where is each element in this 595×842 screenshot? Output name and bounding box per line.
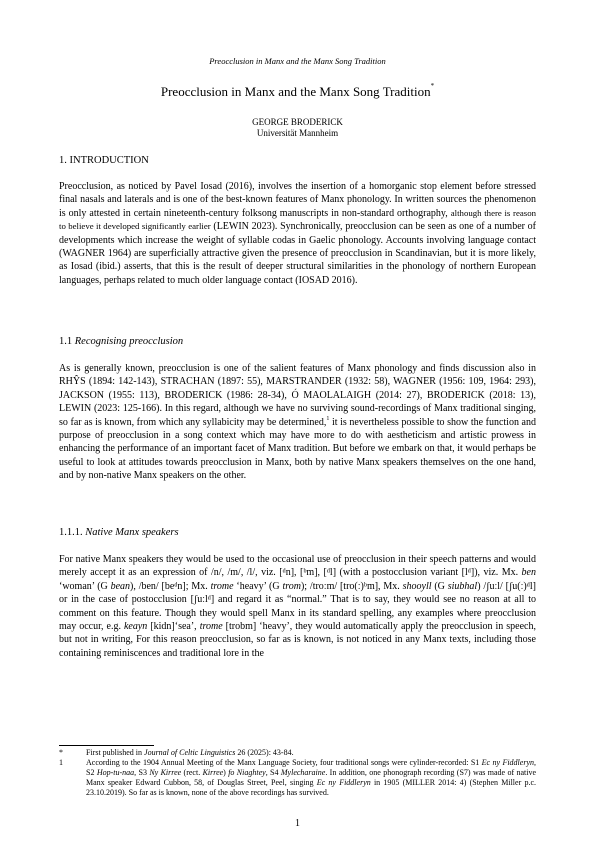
paragraph-text: (LEWIN 2023). Synchronically, preocclusion can be seen as one of a number of developments which increase the weight of syllable codas in Gaelic phonology. Accounts involving language contact (WAGNER 1964) are superficially attractive given the presence of preocclusion in Scandinavian, but it is more likely, as Iosad (ibid.) asserts, that this is the result of deeper structural similarities in the phonology of northern European languages, perhaps related to much older language contact (IOSAD 2016). xyxy=(59,221,536,286)
section-heading-introduction: 1. INTRODUCTION xyxy=(59,155,149,166)
footnote-text: , S2 xyxy=(86,758,536,777)
recognising-paragraph xyxy=(59,362,536,483)
manx-word: shooyll xyxy=(402,580,432,592)
paragraph-text: [trobm] ‘heavy’, they would automatically apply the preocclusion in speech, but not in writing, For this reason preocclusion, so far as is known, is not noticed in any Manx texts, including those containing reminiscences and traditional lore in the xyxy=(59,621,536,659)
page-number: 1 xyxy=(295,818,300,829)
manx-word: ben xyxy=(521,567,536,579)
subsection-title: Recognising preocclusion xyxy=(74,336,184,347)
manx-word: keayn xyxy=(123,621,148,633)
footnotes xyxy=(59,748,536,798)
running-head: Preocclusion in Manx and the Manx Song Tradition xyxy=(209,56,386,66)
manx-word: trome xyxy=(210,580,234,592)
author-affiliation: Universität Mannheim xyxy=(256,128,339,138)
journal-name: Journal of Celtic Linguistics xyxy=(144,748,236,757)
paper-title xyxy=(59,84,536,100)
paragraph-text: ) /ʃuːl/ [ʃu(ː)ᵈl] or in the case of postocclusion [ʃuːlᵈ] and regard it as “normal.” That is to say, they would see no reason at all to comment on this feature. Though they would spell Manx in its standard spelling, any examples where preocclusion may occur, e.g. xyxy=(59,580,536,633)
footnote-1 xyxy=(59,758,536,798)
introduction-paragraph xyxy=(59,180,536,287)
song-title: Ec ny Fiddleryn xyxy=(316,778,371,787)
paragraph-text: it is nevertheless possible to show the function and purpose of preocclusion in a song context which may have more to do with aestheticism and artistic prowess in enhancing the performance of an important facet of Manx tradition. But before we embark on that, it would perhaps be useful to look at attitudes towards preocclusion in Manx, both by native Manx speakers themselves on the one hand, and by non-native Manx speakers on the other. xyxy=(59,416,536,482)
footnote-text: in 1905 (MILLER 2014: 4) (Stephen Miller p.c. 23.10.2019). So far as is known, none of the above recordings has survived. xyxy=(86,778,536,797)
gaelic-word: siubhal xyxy=(447,580,478,592)
paragraph-text: For native Manx speakers they would be used to the occasional use of preocclusion in their speech patterns and would merely accept it as an expression of /n/, /m/, /l/, viz. [ᵈn], [ᵇm], [ᵈl] (with a postocclusion variant [lᵈ]), viz. Mx. xyxy=(59,554,536,579)
gaelic-word: trom xyxy=(282,580,301,592)
footnote-text: ) xyxy=(223,768,229,777)
paragraph-text: Preocclusion, as noticed by Pavel Iosad (2016), involves the insertion of a homorganic stop element before stressed final nasals and laterals and is one of the best-known features of Manx phonology. In written sources the phenomenon is only attested in certain nineteenth-century folksong manuscripts in non-standard orthography, xyxy=(59,181,536,219)
song-title: Ec ny Fiddleryn xyxy=(481,758,534,767)
paragraph-text: ), /ben/ [beᵈn]; Mx. xyxy=(130,580,211,592)
footnote-text: 26 (2025): 43-84. xyxy=(235,748,294,757)
footnote-mark: 1 xyxy=(59,758,63,767)
footnote-separator xyxy=(59,745,154,746)
song-title: Kirree xyxy=(202,768,224,777)
paragraph-text: [kidn]‘sea’, xyxy=(147,621,200,633)
gaelic-word: bean xyxy=(110,580,131,592)
paragraph-text: (G xyxy=(431,580,448,592)
footnote-text: (rect. xyxy=(181,768,203,777)
subsection-heading-recognising xyxy=(59,336,183,347)
footnote-text: First published in xyxy=(86,748,145,757)
footnote-star xyxy=(59,748,536,758)
native-speakers-paragraph xyxy=(59,553,536,660)
footnote-text: , S3 xyxy=(134,768,150,777)
title-text: Preocclusion in Manx and the Manx Song Tradition xyxy=(160,84,431,99)
paragraph-text: As is generally known, preocclusion is one of the salient features of Manx phonology and finds discussion also in RHŶS (1894: 142-143), STRACHAN (1897: 55), MARSTRANDER (1932: 58), WAGNER (1956: 109, 1964: 293), JACKSON (1955: 113), BRODERICK (1986: 28-34), Ó MAOLALAIGH (2014: 27), BRODERICK (2018: 13), LEWIN (2023: 125-166). In this regard, although we have no surviving sound-recordings of Manx traditional singing, so far as is known, from which any syllabicity may be determined, xyxy=(59,363,536,428)
subsection-heading-native-speakers xyxy=(59,527,179,538)
paragraph-text: ); /troːm/ [tro(ː)ᵇm], Mx. xyxy=(300,580,403,592)
author-name: GEORGE BRODERICK xyxy=(252,117,343,127)
song-title: Ny Kirree xyxy=(149,768,182,777)
paragraph-text: ‘heavy’ (G xyxy=(233,580,283,592)
footnote-text: . In addition, one phonograph recording (S7) was made of native Manx speaker Edward Cubbon, 58, of Douglas Street, Peel, singing xyxy=(86,768,537,787)
footnote-ref-1[interactable]: 1 xyxy=(326,415,330,422)
song-title: fo Niaghtey xyxy=(228,768,266,777)
song-title: Hop-tu-naa xyxy=(96,768,135,777)
subsection-number: 1.1.1. xyxy=(59,527,86,538)
manx-word: trome xyxy=(199,621,223,633)
footnote-text: , S4 xyxy=(265,768,281,777)
subsection-title: Native Manx speakers xyxy=(85,527,179,538)
footnote-mark: * xyxy=(59,748,63,757)
title-footnote-mark[interactable]: * xyxy=(430,82,435,90)
footnote-text: According to the 1904 Annual Meeting of the Manx Language Society, four traditional songs were cylinder-recorded: S1 xyxy=(86,758,482,767)
subsection-number: 1.1 xyxy=(59,336,75,347)
paragraph-text: ‘woman’ (G xyxy=(59,580,111,592)
author-block xyxy=(59,117,536,139)
song-title: Mylecharaine xyxy=(280,768,326,777)
paragraph-text-small: although there is reason to believe it developed significantly earlier xyxy=(59,207,536,232)
